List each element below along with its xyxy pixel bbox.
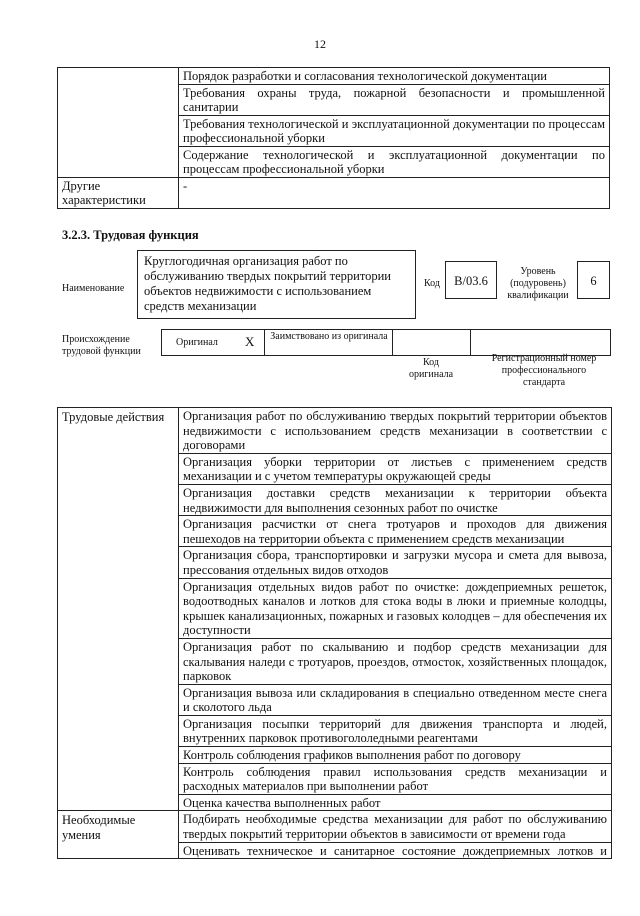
table-cell: Организация отдельных видов работ по очистке: дождеприемных решеток, водоотводных каналов и лотков для стока воды в люки и приемные колодцы, крышек канализационных, пожарных и газовых колодцев – для обеспечения их доступности xyxy=(179,578,612,638)
code-value: B/03.6 xyxy=(445,261,497,299)
function-name: Круглогодичная организация работ по обслуживанию твердых покрытий территории объектов недвижимости с использованием средств механизации xyxy=(137,250,416,319)
name-label: Наименование xyxy=(62,283,125,294)
table-row xyxy=(58,68,610,85)
table-cell: Содержание технологической и эксплуатационной документации по процессам профессиональной уборки xyxy=(179,147,610,178)
table-row xyxy=(58,811,612,842)
row-label xyxy=(58,68,179,178)
table-row xyxy=(58,408,612,454)
table-cell: Требования технологической и эксплуатационной документации по процессам профессиональной уборки xyxy=(179,116,610,147)
code-label: Код xyxy=(424,278,440,289)
table-cell: - xyxy=(179,178,610,209)
code-caption: Код оригинала xyxy=(408,357,454,380)
labor-actions-label: Трудовые действия xyxy=(58,408,179,811)
table-cell: Порядок разработки и согласования технологической документации xyxy=(179,68,610,85)
table-cell: Организация посыпки территорий для движения транспорта и людей, внутренних парковок противогололедными реагентами xyxy=(179,715,612,746)
table-cell: Оценивать техническое и санитарное состояние дождеприемных лотков и xyxy=(179,842,612,859)
original-mark: X xyxy=(245,334,255,349)
level-value: 6 xyxy=(577,261,610,299)
table-cell: Контроль соблюдения графиков выполнения работ по договору xyxy=(179,747,612,764)
table-cell: Организация доставки средств механизации к территории объекта недвижимости для выполнения сезонных работ по очистке xyxy=(179,484,612,515)
table-cell: Оценка качества выполненных работ xyxy=(179,794,612,811)
divider xyxy=(470,329,471,356)
section-title: 3.2.3. Трудовая функция xyxy=(62,228,199,242)
level-label: Уровень (подуровень) квалификации xyxy=(507,266,569,301)
top-table xyxy=(57,67,610,209)
table-row xyxy=(58,178,610,209)
table-cell: Подбирать необходимые средства механизации для работ по обслуживанию твердых покрытий территории объектов в зависимости от времени года xyxy=(179,811,612,842)
page-number: 12 xyxy=(314,37,326,51)
table-cell: Организация сбора, транспортировки и загрузки мусора и смета для вывоза, прессования отдельных видов отходов xyxy=(179,547,612,578)
actions-table xyxy=(57,407,612,859)
table-cell: Организация уборки территории от листьев с применением средств механизации и с учетом температуры окружающей среды xyxy=(179,453,612,484)
table-cell: Организация работ по скалыванию и подбор средств механизации для скалывания наледи с тротуаров, проездов, отмосток, хозяйственных площадок, парковок xyxy=(179,638,612,684)
divider xyxy=(264,329,265,356)
origin-label: Происхождение трудовой функции xyxy=(62,334,141,357)
reg-caption: Регистрационный номер профессионального стандарта xyxy=(491,353,597,388)
table-cell: Контроль соблюдения правил использования средств механизации и расходных материалов при выполнении работ xyxy=(179,763,612,794)
original-label: Оригинал xyxy=(176,337,218,348)
row-label: Другие характеристики xyxy=(58,178,179,209)
divider xyxy=(392,329,393,356)
table-cell: Организация вывоза или складирования в специально отведенном месте снега и сколотого льда xyxy=(179,684,612,715)
borrowed-label: Заимствовано из оригинала xyxy=(270,331,388,342)
table-cell: Требования охраны труда, пожарной безопасности и промышленной санитарии xyxy=(179,85,610,116)
table-cell: Организация расчистки от снега тротуаров и проходов для движения пешеходов на территории объекта с применением средств механизации xyxy=(179,516,612,547)
table-cell: Организация работ по обслуживанию твердых покрытий территории объектов недвижимости с использованием средств механизации в соответствии с договорами xyxy=(179,408,612,454)
skills-label: Необходимые умения xyxy=(58,811,179,859)
